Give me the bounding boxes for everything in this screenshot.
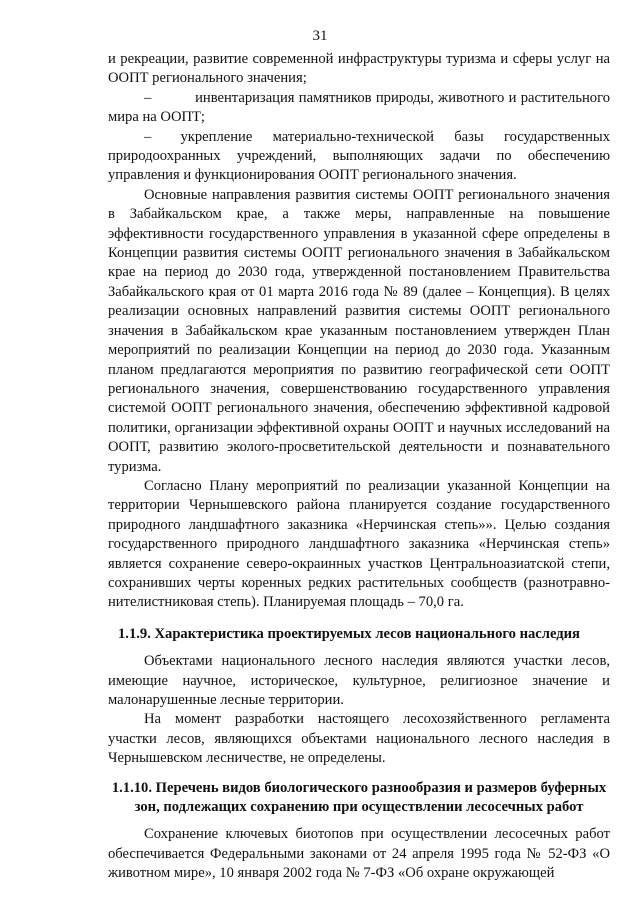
document-body [108, 50, 610, 884]
list-item-strengthening: – укрепление материально-технической базы государственных природоохранных учреждений, выполняющих задачи по обеспечению управления и функционирования ООПТ регионального значения. [108, 128, 610, 184]
list-item-inventory: – инвентаризация памятников природы, животного и растительного мира на ООПТ; [108, 89, 610, 126]
paragraph-main-directions: Основные направления развития системы ООПТ регионального значения в Забайкальском крае, а также меры, направленные на повышение эффективности государственного управления в указанной сфере определены в Концепции развития системы ООПТ регионального значения в Забайкальском крае на период до 2030 года, утвержденной постановлением Правительства Забайкальского края от 01 марта 2016 года № 89 (далее – Концепция). В целях реализации основных направлений развития системы ООПТ регионального значения в Забайкальском крае указанным постановлением утвержден План мероприятий по реализации Концепции на период до 2030 года. Указанным планом предлагаются мероприятия по развитию географической сети ООПТ регионального значения, совершенствованию государственного управления системой ООПТ регионального значения, обеспечению эффективной кадровой политики, организации эффективной охраны ООПТ и научных исследований на ООПТ, развитию эколого-просветительской деятельности и познавательного туризма. [108, 186, 610, 475]
section-heading-1-1-10: 1.1.10. Перечень видов биологического разнообразия и размеров буферных зон, подлежащих сохранению при осуществлении лесосечных работ [111, 779, 607, 816]
paragraph-heritage-objects: Объектами национального лесного наследия являются участки лесов, имеющие научное, историческое, культурное, религиозное значение и малонарушенные лесные территории. [108, 653, 610, 708]
paragraph-biotope-preservation: Сохранение ключевых биотопов при осуществлении лесосечных работ обеспечивается Федеральными законами от 24 апреля 1995 года № 52-ФЗ «О животном мире», 10 января 2002 года № 7-ФЗ «Об охране окружающей [108, 826, 610, 882]
paragraph-heritage-status: На момент разработки настоящего лесохозяйственного регламента участки лесов, являющихся объектами национального лесного наследия в Чернышевском лесничестве, не определены. [108, 711, 610, 767]
paragraph-continuation: и рекреации, развитие современной инфраструктуры туризма и сферы услуг на ООПТ регионального значения; [108, 51, 610, 87]
section-heading-1-1-9: 1.1.9. Характеристика проектируемых лесов национального наследия [118, 625, 580, 642]
paragraph-action-plan: Согласно Плану мероприятий по реализации указанной Концепции на территории Чернышевского района планируется создание государственного природного ландшафтного заказника «Нерчинская степь»». Целью создания государственного природного ландшафтного заказника «Нерчинская степь» является сохранение северо-окраинных участков Центральноазиатской степи, сохранивших черты коренных редких растительных сообществ (разнотравно-нителистниковая степь). Планируемая площадь – 70,0 га. [108, 477, 610, 611]
page-number: 31 [312, 28, 328, 44]
